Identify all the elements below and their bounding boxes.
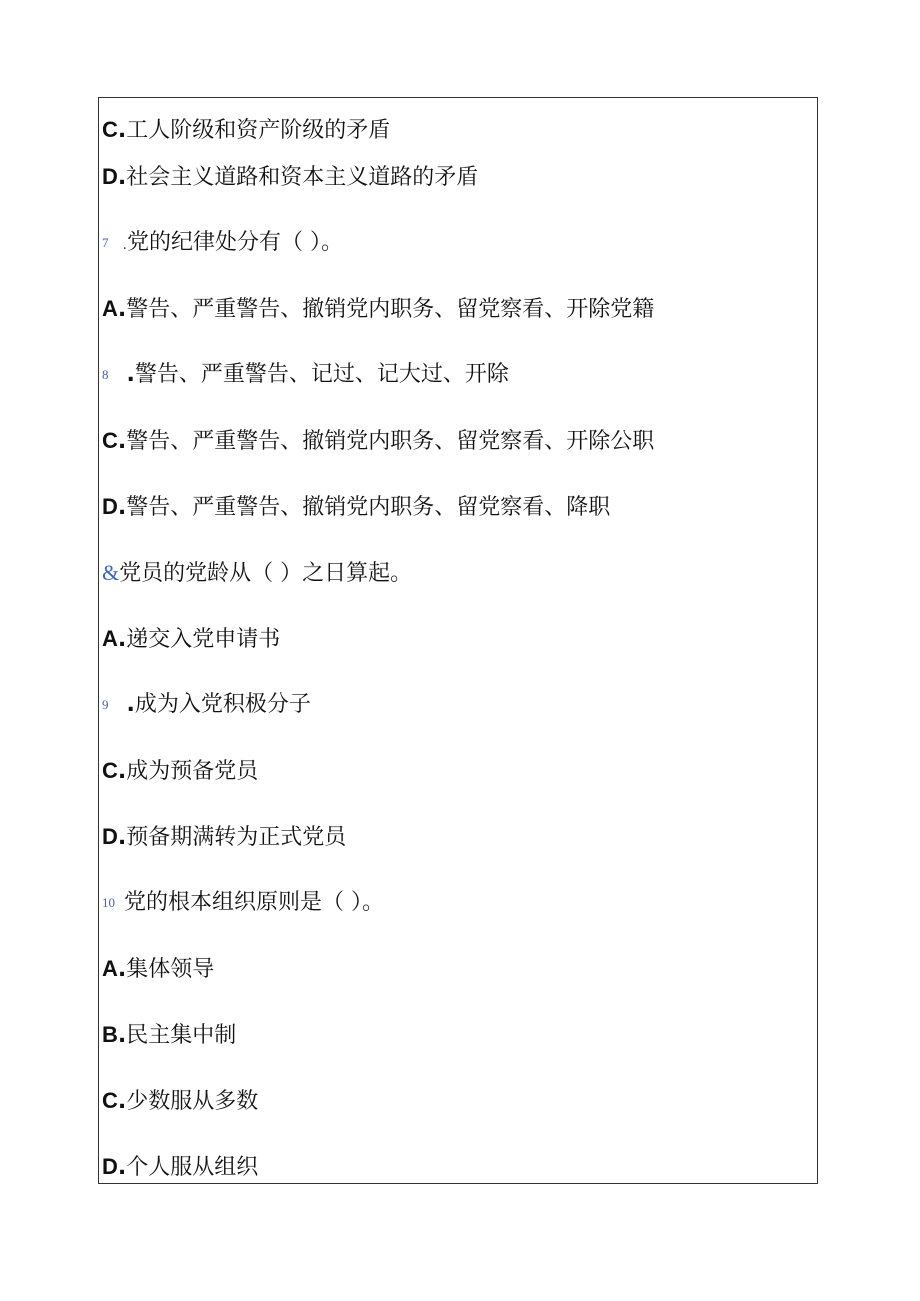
option-text: 少数服从多数 xyxy=(126,1089,259,1114)
option-letter: A xyxy=(102,956,118,981)
option-dot: . xyxy=(117,495,127,520)
option-number: 9 xyxy=(102,697,109,712)
option-dot: . xyxy=(117,759,127,784)
option-text: 递交入党申请书 xyxy=(126,627,281,652)
option-number: 8 xyxy=(102,367,109,382)
option-dot: . xyxy=(117,429,127,454)
option-line xyxy=(102,1154,258,1181)
option-letter: C xyxy=(102,117,118,142)
option-dot: . xyxy=(117,118,127,143)
option-line xyxy=(102,1022,236,1049)
option-line xyxy=(102,626,280,653)
option-text: 警告、严重警告、撤销党内职务、留党察看、降职 xyxy=(126,495,611,520)
option-letter: D xyxy=(102,1154,118,1179)
question-number: 10 xyxy=(102,895,115,910)
option-letter: D xyxy=(102,164,118,189)
option-text: 社会主义道路和资本主义道路的矛盾 xyxy=(126,165,479,190)
option-text: 个人服从组织 xyxy=(126,1155,259,1180)
option-line xyxy=(102,296,654,323)
question-text: 党员的党龄从（ ）之日算起。 xyxy=(119,561,413,586)
option-letter: D xyxy=(102,824,118,849)
option-dot: . xyxy=(117,1023,127,1048)
option-letter: C xyxy=(102,428,118,453)
option-dot: . xyxy=(117,825,127,850)
option-line xyxy=(102,1088,258,1115)
option-text: 预备期满转为正式党员 xyxy=(126,825,347,850)
option-line xyxy=(102,164,478,191)
option-text: 警告、严重警告、撤销党内职务、留党察看、开除公职 xyxy=(126,429,655,454)
question-number: 7 xyxy=(102,235,109,250)
option-text: 成为预备党员 xyxy=(126,759,259,784)
option-line xyxy=(102,824,346,851)
question-line xyxy=(102,890,384,916)
question-line xyxy=(102,560,412,587)
option-dot: . xyxy=(117,627,127,652)
option-dot: . xyxy=(117,165,127,190)
question-text: 党的根本组织原则是（ ）。 xyxy=(124,890,384,915)
option-text: 成为入党积极分子 xyxy=(134,692,311,717)
option-letter: A xyxy=(102,626,118,651)
question-dot: . xyxy=(122,237,127,253)
option-dot: . xyxy=(126,362,135,387)
option-line xyxy=(102,428,654,455)
option-line xyxy=(102,758,258,785)
option-dot: . xyxy=(126,692,135,717)
question-line xyxy=(102,230,343,258)
option-dot: . xyxy=(117,1089,127,1114)
option-line xyxy=(102,956,214,983)
option-letter: C xyxy=(102,1088,118,1113)
option-text: 民主集中制 xyxy=(126,1023,237,1048)
question-text: 党的纪律处分有（ ）。 xyxy=(126,230,343,255)
option-text: 警告、严重警告、撤销党内职务、留党察看、开除党籍 xyxy=(126,297,655,322)
option-text: 集体领导 xyxy=(126,957,215,982)
option-letter: C xyxy=(102,758,118,783)
option-line xyxy=(102,362,509,388)
option-dot: . xyxy=(117,297,127,322)
option-line xyxy=(102,692,311,718)
option-line xyxy=(102,494,610,521)
option-dot: . xyxy=(117,1155,127,1180)
option-letter: B xyxy=(102,1022,118,1047)
option-letter: D xyxy=(102,494,118,519)
option-line xyxy=(102,117,390,144)
option-text: 工人阶级和资产阶级的矛盾 xyxy=(126,118,391,143)
option-text: 警告、严重警告、记过、记大过、开除 xyxy=(134,362,509,387)
question-marker: & xyxy=(102,560,120,585)
option-letter: A xyxy=(102,296,118,321)
option-dot: . xyxy=(117,957,127,982)
